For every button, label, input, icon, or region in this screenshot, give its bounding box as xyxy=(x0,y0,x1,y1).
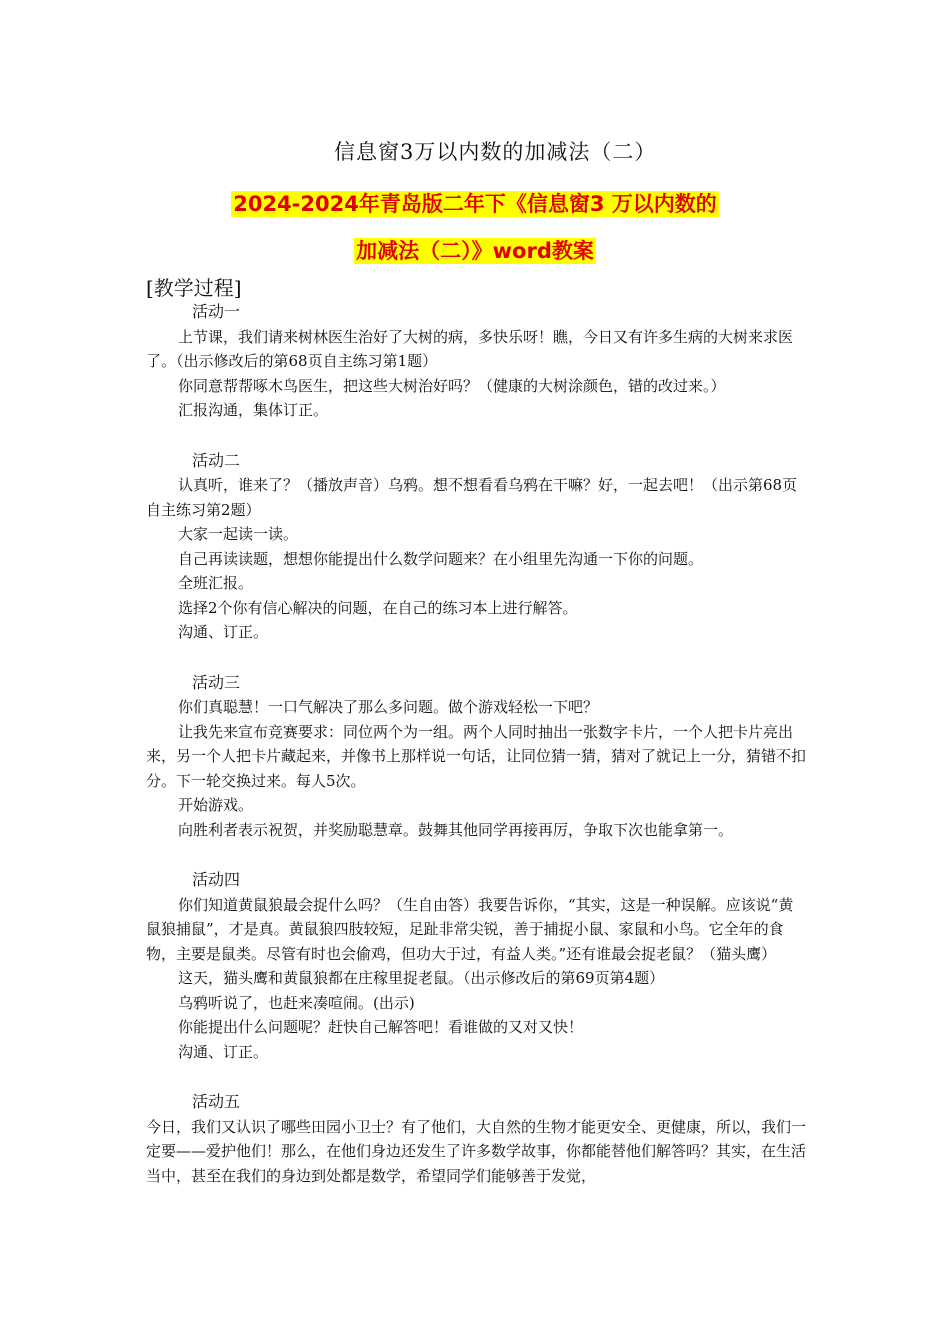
activity-4-paragraph: 你能提出什么问题呢？赶快自己解答吧！看谁做的又对又快！ xyxy=(178,1018,584,1036)
activity-3-paragraph: 让我先来宣布竞赛要求：同位两个为一组。两个人同时抽出一张数字卡片，一个人把卡片亮出来，另一个人把卡片藏起来，并像书上那样说一句话，让同位猜一猜，猜对了就记上一分，猜错不扣分。下一轮交换过来。每人5次。 xyxy=(146,722,807,790)
document-header-title: 信息窗3万以内数的加减法（二） xyxy=(334,140,657,164)
activity-1-heading: 活动一 xyxy=(192,302,241,321)
section-heading: [教学过程] xyxy=(146,276,242,300)
activity-4-paragraph: 沟通、订正。 xyxy=(178,1042,269,1061)
main-title-line-2 xyxy=(0,235,950,265)
activity-2-paragraph: 大家一起读一读。 xyxy=(178,525,299,543)
activity-4-heading: 活动四 xyxy=(192,870,241,889)
activity-4-paragraph: 乌鸦听说了，也赶来凑喧闹。(出示) xyxy=(178,993,415,1012)
activity-2-paragraph: 全班汇报。 xyxy=(178,574,254,592)
main-title-line-2-text: 加减法（二）》word教案 xyxy=(356,239,594,263)
document-body xyxy=(146,300,806,1188)
activity-3-paragraph: 开始游戏。 xyxy=(178,796,254,814)
activity-3-paragraph: 你们真聪慧！一口气解决了那么多问题。做个游戏轻松一下吧？ xyxy=(178,698,599,716)
activity-4-paragraph: 你们知道黄鼠狼最会捉什么吗？（生自由答）我要告诉你，“其实，这是一种误解。应该说“黄鼠狼捕鼠”，才是真。黄鼠狼四肢较短，足趾非常尖锐，善于捕捉小鼠、家鼠和小鸟。它全年的食物，主要是鼠类。尽管有时也会偷鸡，但功大于过，有益人类。”还有谁最会捉老鼠？（猫头鹰） xyxy=(146,895,794,963)
activity-1-paragraph: 上节课，我们请来树林医生治好了大树的病，多快乐呀！瞧，今日又有许多生病的大树来求医了。（出示修改后的第68页自主练习第1题） xyxy=(146,327,794,370)
activity-4-paragraph: 这天，猫头鹰和黄鼠狼都在庄稼里捉老鼠。（出示修改后的第69页第4题） xyxy=(178,969,665,987)
activity-1-paragraph: 汇报沟通，集体订正。 xyxy=(178,401,329,419)
activity-2-paragraph: 认真听，谁来了？（播放声音）乌鸦。想不想看看乌鸦在干嘛？好，一起去吧！（出示第68页自主练习第2题） xyxy=(146,476,798,519)
activity-5-heading: 活动五 xyxy=(192,1092,241,1111)
activity-2-paragraph: 沟通、订正。 xyxy=(178,623,269,641)
main-title-line-1 xyxy=(0,188,950,218)
activity-2-paragraph: 自己再读读题，想想你能提出什么数学问题来？在小组里先沟通一下你的问题。 xyxy=(178,549,704,568)
activity-3-paragraph: 向胜利者表示祝贺，并奖励聪慧章。鼓舞其他同学再接再厉，争取下次也能拿第一。 xyxy=(178,820,734,839)
main-title-line-1-text: 2024-2024年青岛版二年下《信息窗3 万以内数的 xyxy=(233,192,717,216)
activity-2-paragraph: 选择2个你有信心解决的问题，在自己的练习本上进行解答。 xyxy=(178,598,578,617)
activity-5-paragraph: 今日，我们又认识了哪些田园小卫士？有了他们，大自然的生物才能更安全、更健康，所以，我们一定要——爱护他们！那么，在他们身边还发生了许多数学故事，你都能替他们解答吗？其实，在生活当中，甚至在我们的身边到处都是数学，希望同学们能够善于发觉， xyxy=(146,1117,807,1185)
activity-2-heading: 活动二 xyxy=(192,450,241,470)
activity-1-paragraph: 你同意帮帮啄木鸟医生，把这些大树治好吗？（健康的大树涂颜色，错的改过来。） xyxy=(178,376,726,395)
activity-3-heading: 活动三 xyxy=(192,672,241,692)
